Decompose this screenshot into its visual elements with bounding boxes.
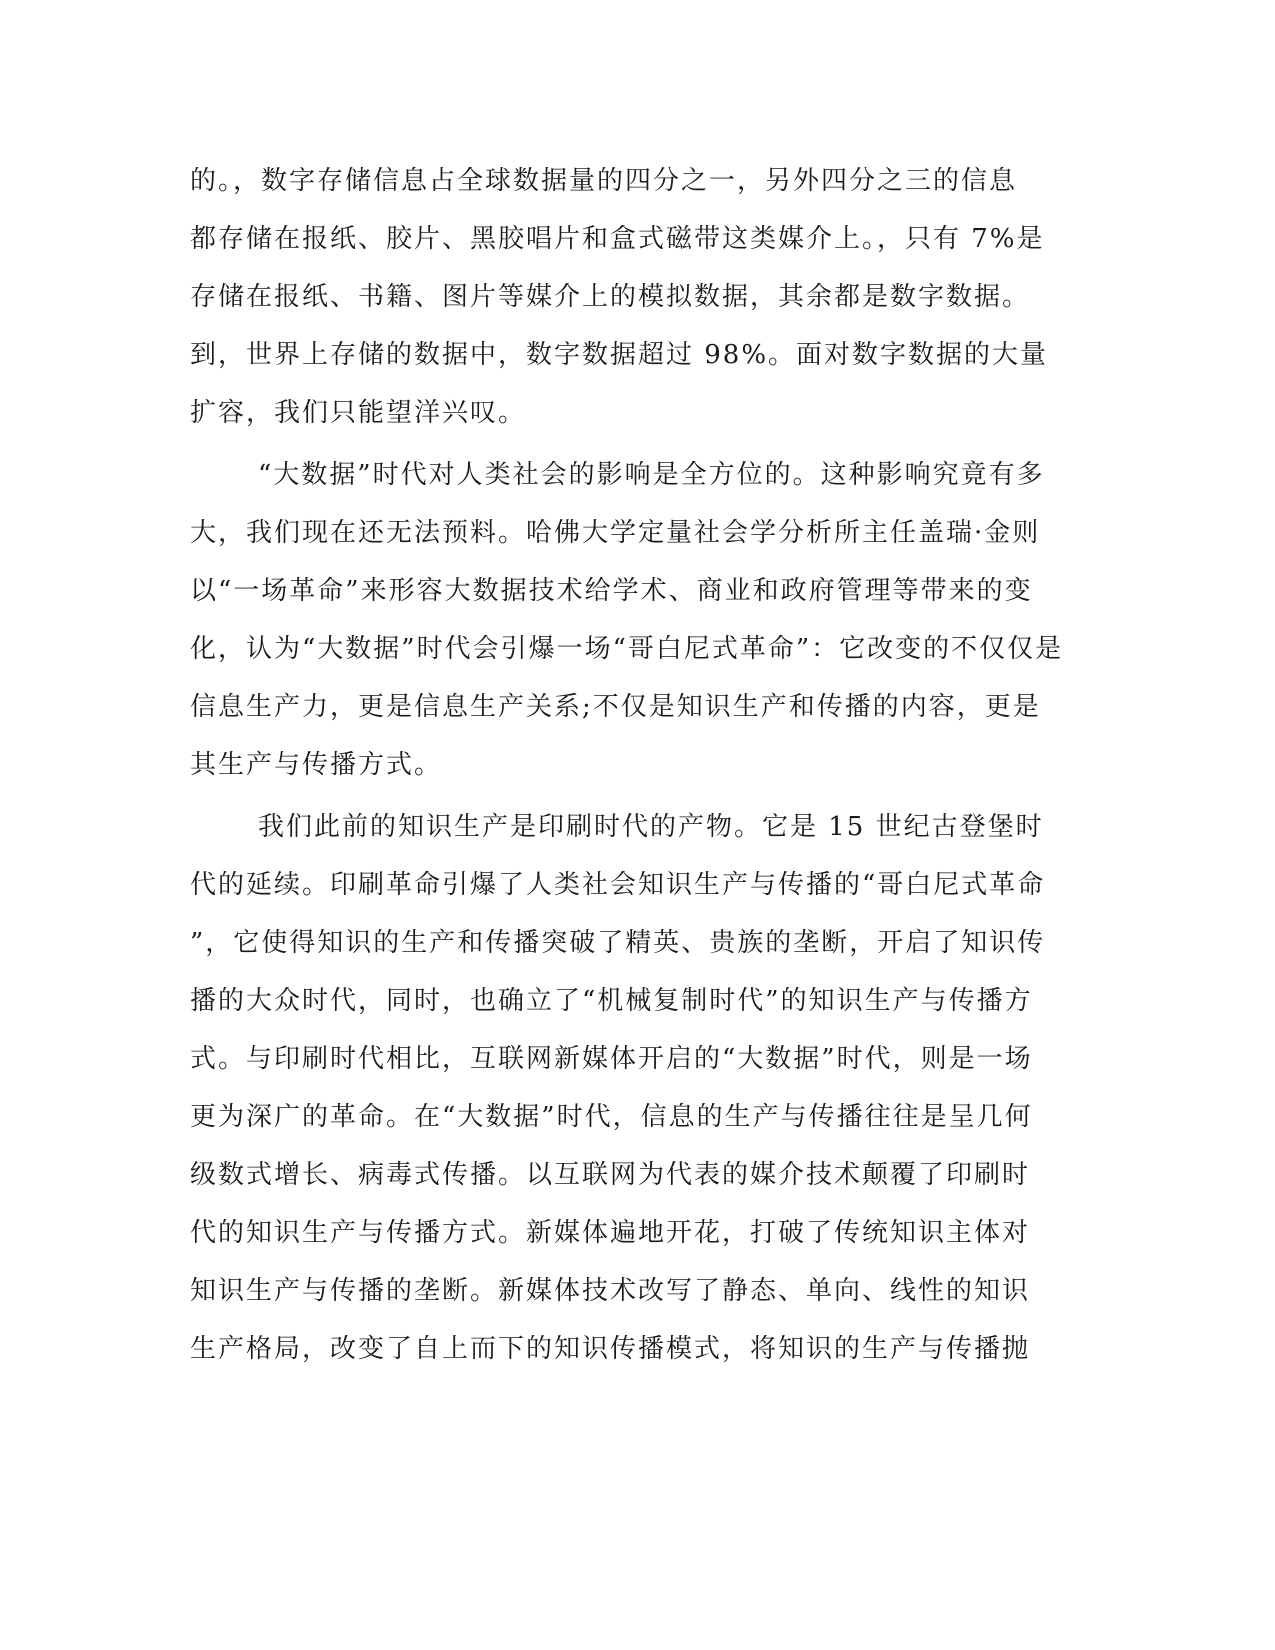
text-line: 其生产与传播方式。 <box>190 750 443 780</box>
text-line: 化，认为“大数据”时代会引爆一场“哥白尼式革命”：它改变的不仅仅是 <box>190 634 1064 664</box>
text-line: “大数据”时代对人类社会的影响是全方位的。这种影响究竟有多 <box>258 460 1045 490</box>
text-line: 扩容，我们只能望洋兴叹。 <box>190 398 527 428</box>
text-line: 信息生产力，更是信息生产关系;不仅是知识生产和传播的内容，更是 <box>190 692 1041 722</box>
text-line: 知识生产与传播的垄断。新媒体技术改写了静态、单向、线性的知识 <box>190 1276 1031 1306</box>
text-line: 生产格局，改变了自上而下的知识传播模式，将知识的生产与传播抛 <box>190 1334 1031 1364</box>
text-line: 都存储在报纸、胶片、黑胶唱片和盒式磁带这类媒介上。，只有 7%是 <box>190 224 1045 254</box>
text-line: 代的延续。印刷革命引爆了人类社会知识生产与传播的“哥白尼式革命 <box>190 870 1046 900</box>
text-line: 级数式增长、病毒式传播。以互联网为代表的媒介技术颠覆了印刷时 <box>190 1160 1031 1190</box>
text-line: 大，我们现在还无法预料。哈佛大学定量社会学分析所主任盖瑞·金则 <box>190 518 1041 548</box>
text-line: 播的大众时代，同时，也确立了“机械复制时代”的知识生产与传播方 <box>190 986 1033 1016</box>
text-line: 我们此前的知识生产是印刷时代的产物。它是 15 世纪古登堡时 <box>258 812 1044 842</box>
text-line: ”，它使得知识的生产和传播突破了精英、贵族的垄断，开启了知识传 <box>190 928 1046 958</box>
text-line: 的。，数字存储信息占全球数据量的四分之一，另外四分之三的信息 <box>190 166 1018 196</box>
text-line: 式。与印刷时代相比，互联网新媒体开启的“大数据”时代，则是一场 <box>190 1044 1033 1074</box>
text-line: 更为深广的革命。在“大数据”时代，信息的生产与传播往往是呈几何 <box>190 1102 1033 1132</box>
text-line: 到，世界上存储的数据中，数字数据超过 98%。面对数字数据的大量 <box>190 340 1049 370</box>
text-line: 存储在报纸、书籍、图片等媒介上的模拟数据，其余都是数字数据。 <box>190 282 1031 312</box>
text-line: 代的知识生产与传播方式。新媒体遍地开花，打破了传统知识主体对 <box>190 1218 1031 1248</box>
text-line: 以“一场革命”来形容大数据技术给学术、商业和政府管理等带来的变 <box>190 576 1033 606</box>
